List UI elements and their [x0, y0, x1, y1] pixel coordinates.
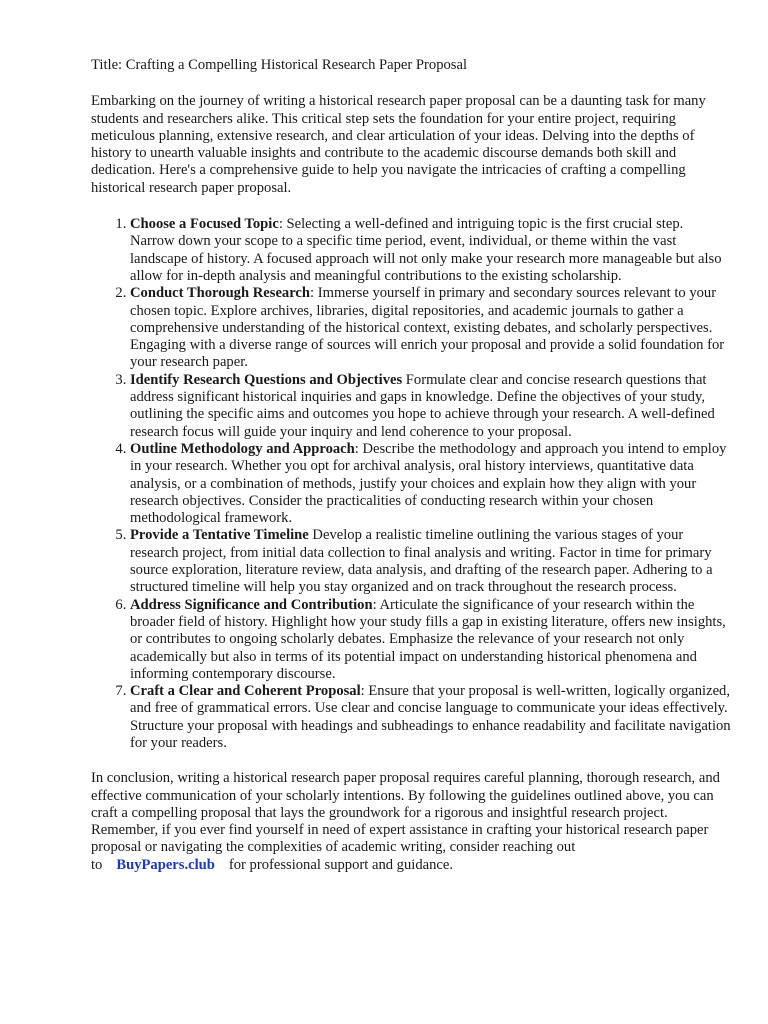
list-item-heading: Outline Methodology and Approach	[130, 440, 355, 457]
list-item-text: : Selecting a well-defined and intriguing topic is the first crucial step. Narrow down your scope to a specific time period, event, individual, or theme within the vast landscape of history. A focused approach will not only make your research more manageable but also allow for in-depth analysis and meaningful contributions to the existing scholarship.	[130, 216, 722, 284]
list-item-heading: Conduct Thorough Research	[130, 285, 311, 302]
list-item	[130, 527, 731, 596]
list-item-heading: Identify Research Questions and Objectives	[130, 371, 403, 388]
list-item	[130, 285, 731, 371]
list-item	[130, 441, 731, 527]
list-item-heading: Craft a Clear and Coherent Proposal	[130, 683, 361, 700]
list-item-text: : Immerse yourself in primary and secondary sources relevant to your chosen topic. Explore archives, libraries, digital repositories, and academic journals to gather a comprehensive understanding of the historical context, existing debates, and scholarly perspectives. Engaging with a diverse range of sources will enrich your proposal and provide a solid foundation for your research paper.	[130, 285, 725, 371]
list-item-text: : Articulate the significance of your research within the broader field of history. Highlight how your study fills a gap in existing literature, offers new insights, or contributes to ongoing scholarly debates. Emphasize the relevance of your research not only academically but also in terms of its potential impact on understanding historical phenomena and informing contemporary discourse.	[130, 596, 726, 682]
conclusion-text-end: for professional support and guidance.	[228, 856, 454, 873]
list-item-text: : Describe the methodology and approach you intend to employ in your research. Whether you opt for archival analysis, oral history interviews, quantitative data analysis, or a combination of methods, justify your choices and explain how they align with your research objectives. Consider the practicalities of conducting research within your chosen methodological framework.	[130, 440, 727, 527]
list-item	[130, 683, 731, 752]
list-item	[130, 372, 731, 441]
document-page	[91, 57, 731, 893]
guide-list	[91, 216, 731, 752]
list-item-text: Develop a realistic timeline outlining the various stages of your research project, from initial data collection to final analysis and writing. Factor in time for primary source exploration, literature review, data analysis, and drafting of the research paper. Adhering to a structured timeline will help you stay organized and on track throughout the research process.	[130, 527, 713, 596]
conclusion-paragraph	[91, 770, 731, 874]
intro-paragraph: Embarking on the journey of writing a historical research paper proposal can be a daunting task for many students and researchers alike. This critical step sets the foundation for your entire project, requiring meticulous planning, extensive research, and clear articulation of your ideas. Delving into the depths of history to unearth valuable insights and contribute to the academic discourse demands both skill and dedication. Here's a comprehensive guide to help you navigate the intricacies of crafting a compelling historical research paper proposal.	[91, 93, 706, 196]
conclusion-text: In conclusion, writing a historical research paper proposal requires careful planning, thorough research, and effective communication of your scholarly intentions. By following the guidelines outlined above, you can craft a compelling proposal that lays the groundwork for a rigorous and insightful research project. Remember, if you ever find yourself in need of expert assistance in crafting your historical research paper proposal or navigating the complexities of academic writing, consider reaching out to	[91, 770, 720, 873]
list-item-heading: Choose a Focused Topic	[130, 216, 279, 233]
list-item-heading: Provide a Tentative Timeline	[130, 527, 309, 544]
list-item-text: Formulate clear and concise research questions that address significant historical inquiries and gaps in knowledge. Define the objectives of your study, outlining the specific aims and outcomes you hope to achieve through your research. A well-defined research focus will guide your inquiry and lend coherence to your proposal.	[130, 371, 715, 440]
list-item	[130, 216, 731, 285]
list-item	[130, 597, 731, 683]
list-item-text: : Ensure that your proposal is well-written, logically organized, and free of grammatical errors. Use clear and concise language to communicate your ideas effectively. Structure your proposal with headings and subheadings to enhance readability and facilitate navigation for your readers.	[130, 683, 731, 751]
buypapers-link[interactable]: BuyPapers.club	[116, 856, 215, 873]
document-title: Title: Crafting a Compelling Historical Research Paper Proposal	[91, 57, 467, 73]
list-item-heading: Address Significance and Contribution	[130, 596, 373, 613]
